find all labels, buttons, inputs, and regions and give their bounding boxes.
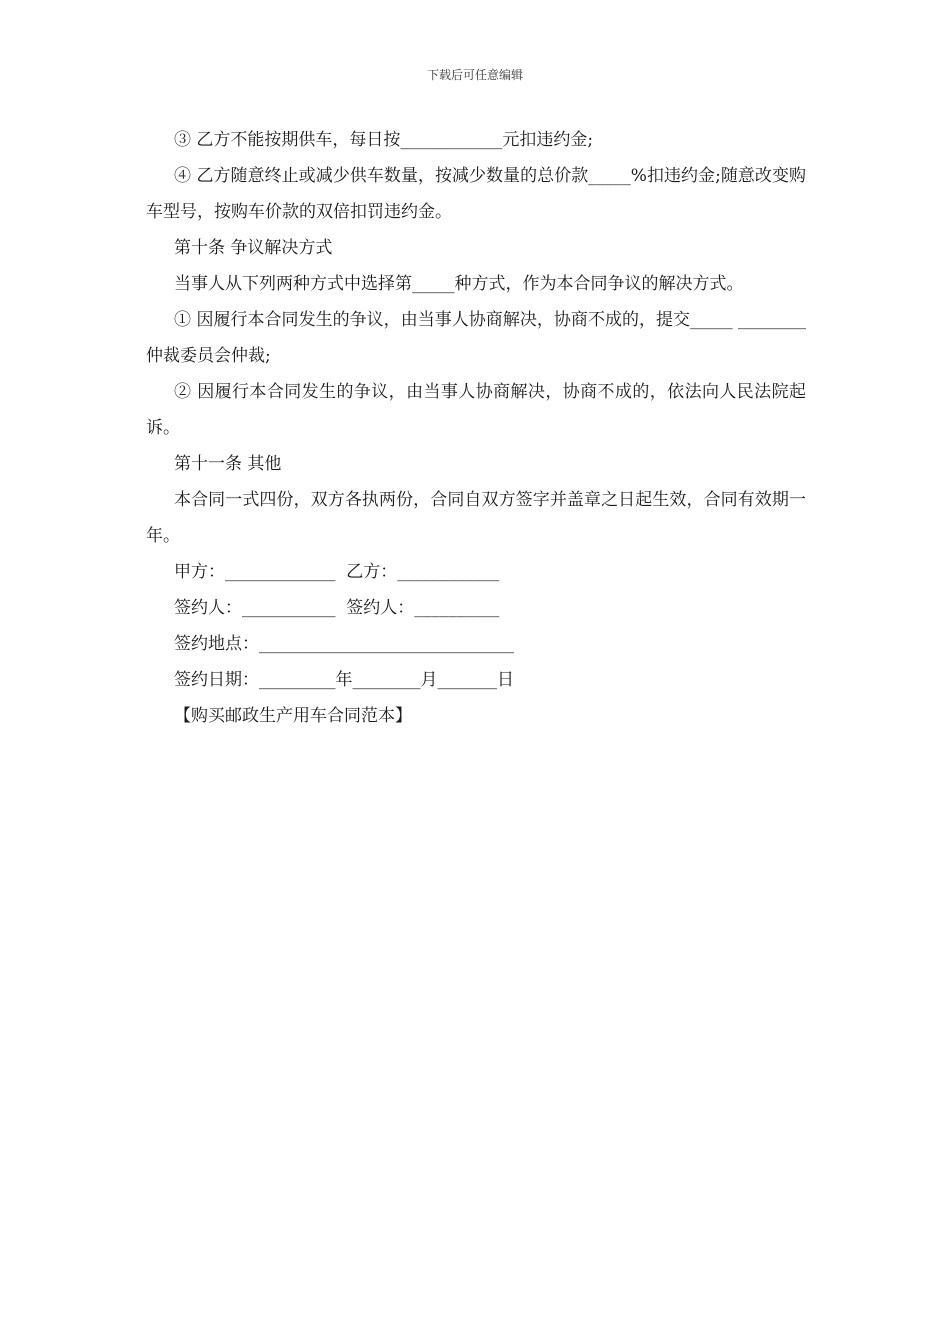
dispute-option-arbitration: ① 因履行本合同发生的争议，由当事人协商解决，协商不成的，提交_____ ________仲裁委员会仲裁; <box>146 310 806 366</box>
dispute-method-selection: 当事人从下列两种方式中选择第_____种方式，作为本合同争议的解决方式。 <box>174 274 744 294</box>
section-ten-title: 第十条 争议解决方式 <box>174 238 333 258</box>
document-footer-title: 【购买邮政生产用车合同范本】 <box>174 706 412 726</box>
page-header-note: 下载后可任意编辑 <box>426 68 523 82</box>
signing-date-line: 签约日期：_________年________月_______日 <box>174 670 514 690</box>
document-body <box>146 122 806 734</box>
section-eleven-title: 第十一条 其他 <box>174 454 282 474</box>
dispute-option-court: ② 因履行本合同发生的争议，由当事人协商解决，协商不成的，依法向人民法院起诉。 <box>146 382 806 438</box>
clause-4-reduction-penalty: ④ 乙方随意终止或减少供车数量，按减少数量的总价款_____%扣违约金;随意改变购车型号，按购车价款的双倍扣罚违约金。 <box>146 166 806 222</box>
contract-copies-clause: 本合同一式四份，双方各执两份，合同自双方签字并盖章之日起生效，合同有效期一年。 <box>146 490 806 546</box>
clause-3-delay-penalty: ③ 乙方不能按期供车，每日按____________元扣违约金; <box>174 130 594 150</box>
signing-place-line: 签约地点：______________________________ <box>174 634 514 654</box>
signer-line: 签约人：___________ 签约人：__________ <box>174 598 500 618</box>
party-signature-line: 甲方：_____________ 乙方：____________ <box>174 562 500 582</box>
